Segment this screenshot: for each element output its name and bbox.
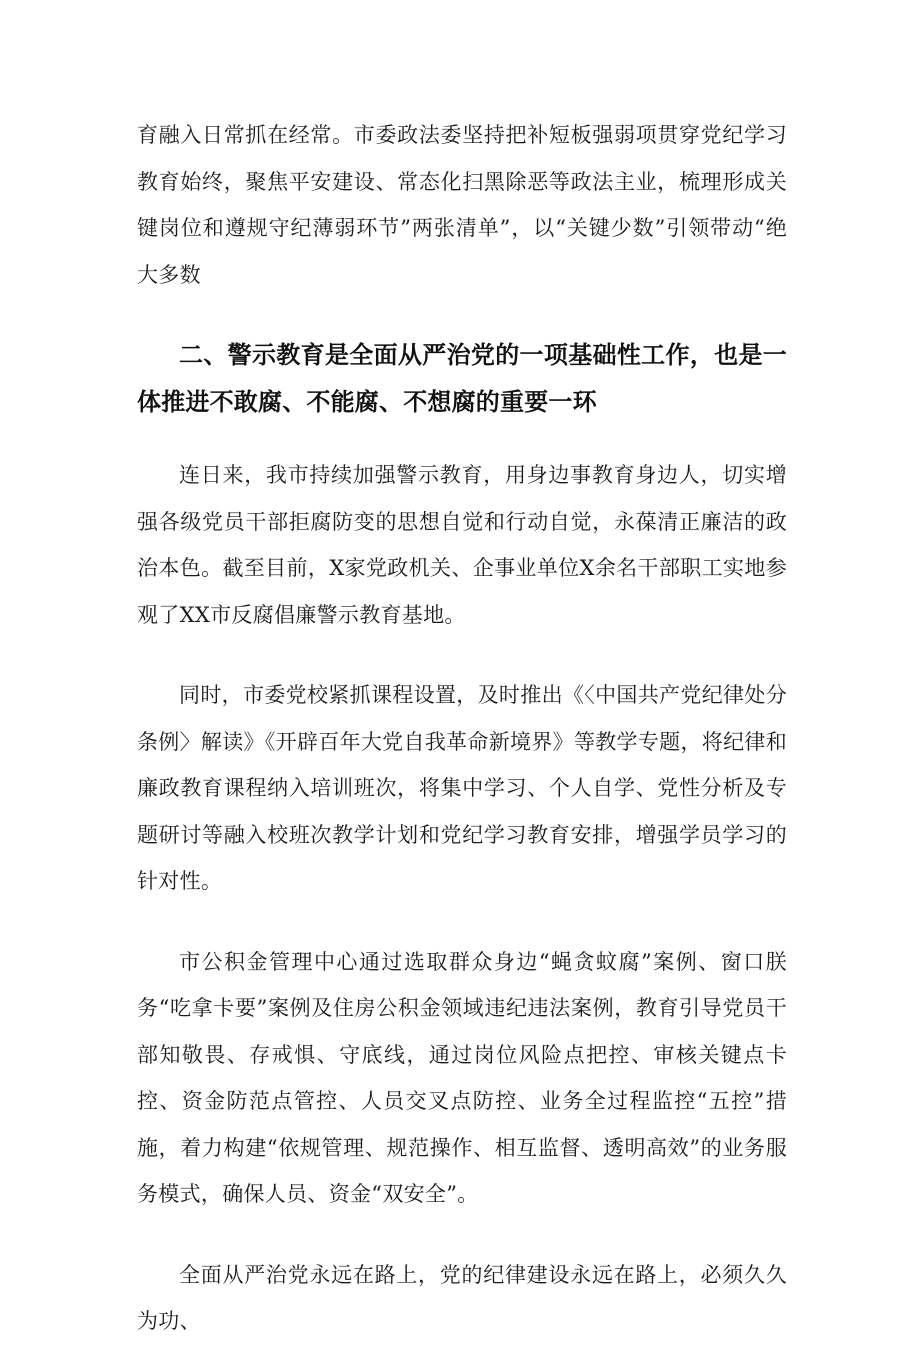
paragraph-housing-fund: 市公积金管理中心通过选取群众身边“蝇贪蚊腐”案例、窗口朕务“吃拿卡要”案例及住房公积金领域违纪违法案例，教育引导党员干部知敬畏、存戒惧、守底线，通过岗位风险点把控、审核关键点卡控、资金防范点管控、人员交叉点防控、业务全过程监控“五控”措施，着力构建“依规管理、规范操作、相互监督、透明高效”的业务服务模式，确保人员、资金“双安全”。 (137, 949, 787, 1206)
continuation-paragraph: 育融入日常抓在经常。市委政法委坚持把补短板强弱项贯穿党纪学习教育始终，聚焦平安建设、常态化扫黑除恶等政法主业，梳理形成关键岗位和遵规守纪薄弱环节”两张清单”，以“关键少数”引领带动“绝大多数 (137, 123, 787, 287)
section-heading: 二、警示教育是全面从严治党的一项基础性工作，也是一体推进不敢腐、不能腐、不想腐的重要一环 (137, 341, 787, 416)
paragraph-party-school: 同时，市委党校紧抓课程设置，及时推出《〈中国共产党纪律处分条例〉解读》《开辟百年大党自我革命新境界》等教学专题，将纪律和廉政教育课程纳入培训班次，将集中学习、个人自学、党性分析及专题研讨等融入校班次教学计划和党纪学习教育安排，增强学员学习的针对性。 (137, 683, 787, 893)
document-body (137, 112, 787, 1345)
paragraph-warning-education: 连日来，我市持续加强警示教育，用身边事教育身边人，切实增强各级党员干部拒腐防变的思想自觉和行动自觉，永葆清正廉洁的政治本色。截至目前，X家党政机关、企事业单位X余名干部职工实地参观了XX市反腐倡廉警示教育基地。 (137, 463, 787, 627)
paragraph-closing: 全面从严治党永远在路上，党的纪律建设永远在路上，必须久久为功、 (137, 1262, 787, 1333)
